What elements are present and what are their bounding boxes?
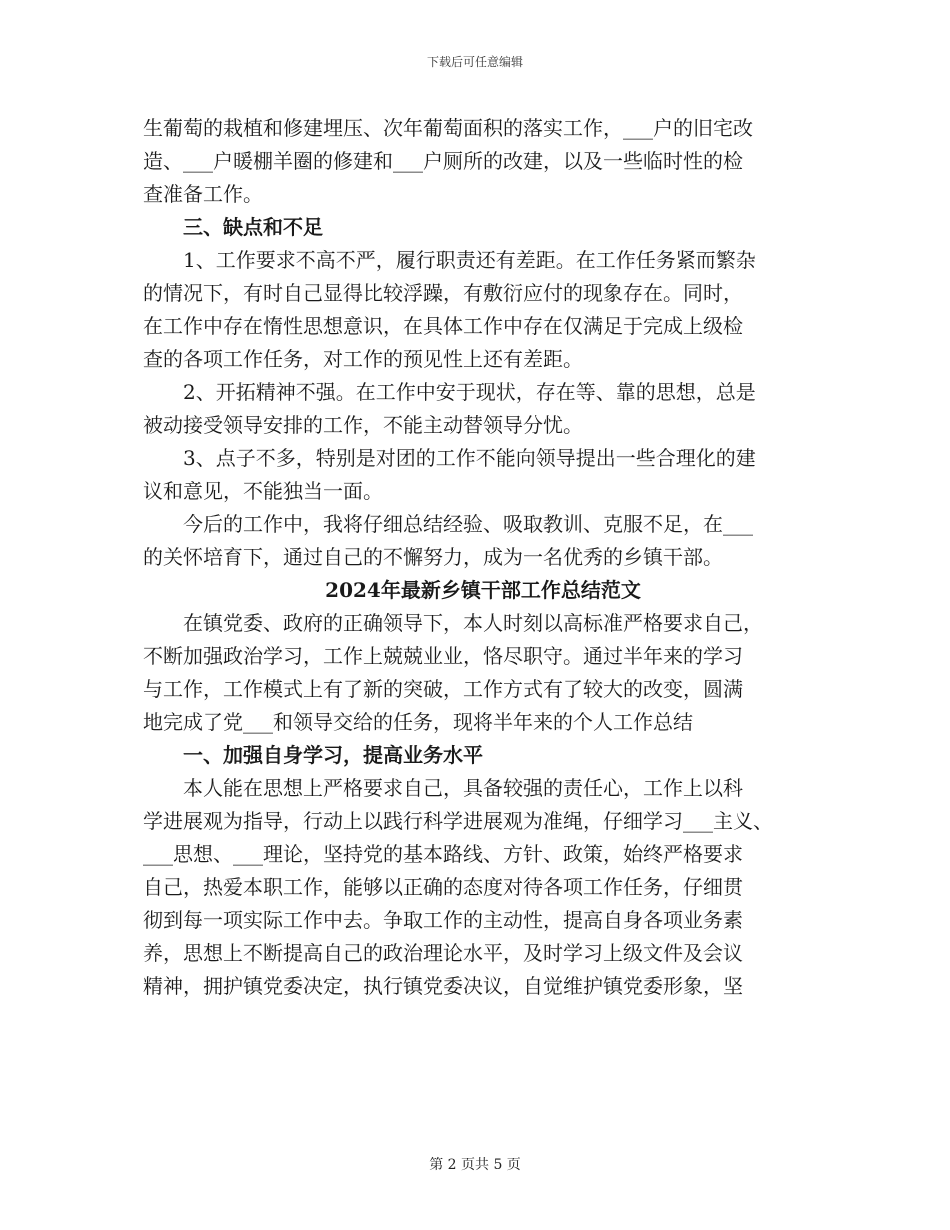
text-line: 的情况下，有时自己显得比较浮躁，有敷衍应付的现象存在。同时， — [143, 281, 743, 305]
text-line: 学进展观为指导，行动上以践行科学进展观为准绳，仔细学习___主义、 — [143, 809, 773, 833]
text-line: 与工作，工作模式上有了新的突破，工作方式有了较大的改变，圆满 — [143, 677, 743, 701]
text-line: 查准备工作。 — [143, 182, 263, 206]
text-line: 养，思想上不断提高自己的政治理论水平，及时学习上级文件及会议 — [143, 941, 743, 965]
text-line: 的关怀培育下，通过自己的不懈努力，成为一名优秀的乡镇干部。 — [143, 545, 723, 569]
text-line: 议和意见，不能独当一面。 — [143, 479, 383, 503]
text-line: 精神，拥护镇党委决定，执行镇党委决议，自觉维护镇党委形象，坚 — [143, 974, 743, 998]
text-line: 3、点子不多，特别是对团的工作不能向领导提出一些合理化的建 — [183, 446, 756, 470]
text-line: 1、工作要求不高不严，履行职责还有差距。在工作任务紧而繁杂 — [183, 248, 756, 272]
page-footer: 第 2 页共 5 页 — [429, 1157, 521, 1173]
text-line: 查的各项工作任务，对工作的预见性上还有差距。 — [143, 347, 583, 371]
text-line: 本人能在思想上严格要求自己，具备较强的责任心，工作上以科 — [183, 776, 743, 800]
page-header: 下载后可任意编辑 — [426, 55, 523, 69]
section-heading: 三、缺点和不足 — [183, 215, 323, 239]
text-line: ___思想、___理论，坚持党的基本路线、方针、政策，始终严格要求 — [143, 842, 743, 866]
section-title: 2024年最新乡镇干部工作总结范文 — [325, 578, 641, 602]
text-line: 彻到每一项实际工作中去。争取工作的主动性，提高自身各项业务素 — [143, 908, 743, 932]
text-line: 生葡萄的栽植和修建埋压、次年葡萄面积的落实工作，___户的旧宅改 — [143, 116, 753, 140]
section-heading: 一、加强自身学习，提高业务水平 — [183, 743, 483, 767]
text-line: 今后的工作中，我将仔细总结经验、吸取教训、克服不足，在___ — [183, 512, 753, 536]
text-line: 在镇党委、政府的正确领导下，本人时刻以高标准严格要求自己， — [183, 611, 763, 635]
text-line: 在工作中存在惰性思想意识，在具体工作中存在仅满足于完成上级检 — [143, 314, 743, 338]
text-line: 被动接受领导安排的工作，不能主动替领导分忧。 — [143, 413, 583, 437]
document-body — [143, 112, 823, 1003]
text-line: 不断加强政治学习，工作上兢兢业业，恪尽职守。通过半年来的学习 — [143, 644, 743, 668]
text-line: 自己，热爱本职工作，能够以正确的态度对待各项工作任务，仔细贯 — [143, 875, 743, 899]
text-line: 地完成了党___和领导交给的任务，现将半年来的个人工作总结 — [143, 710, 693, 734]
text-line: 2、开拓精神不强。在工作中安于现状，存在等、靠的思想，总是 — [183, 380, 756, 404]
text-line: 造、___户暖棚羊圈的修建和___户厕所的改建，以及一些临时性的检 — [143, 149, 743, 173]
